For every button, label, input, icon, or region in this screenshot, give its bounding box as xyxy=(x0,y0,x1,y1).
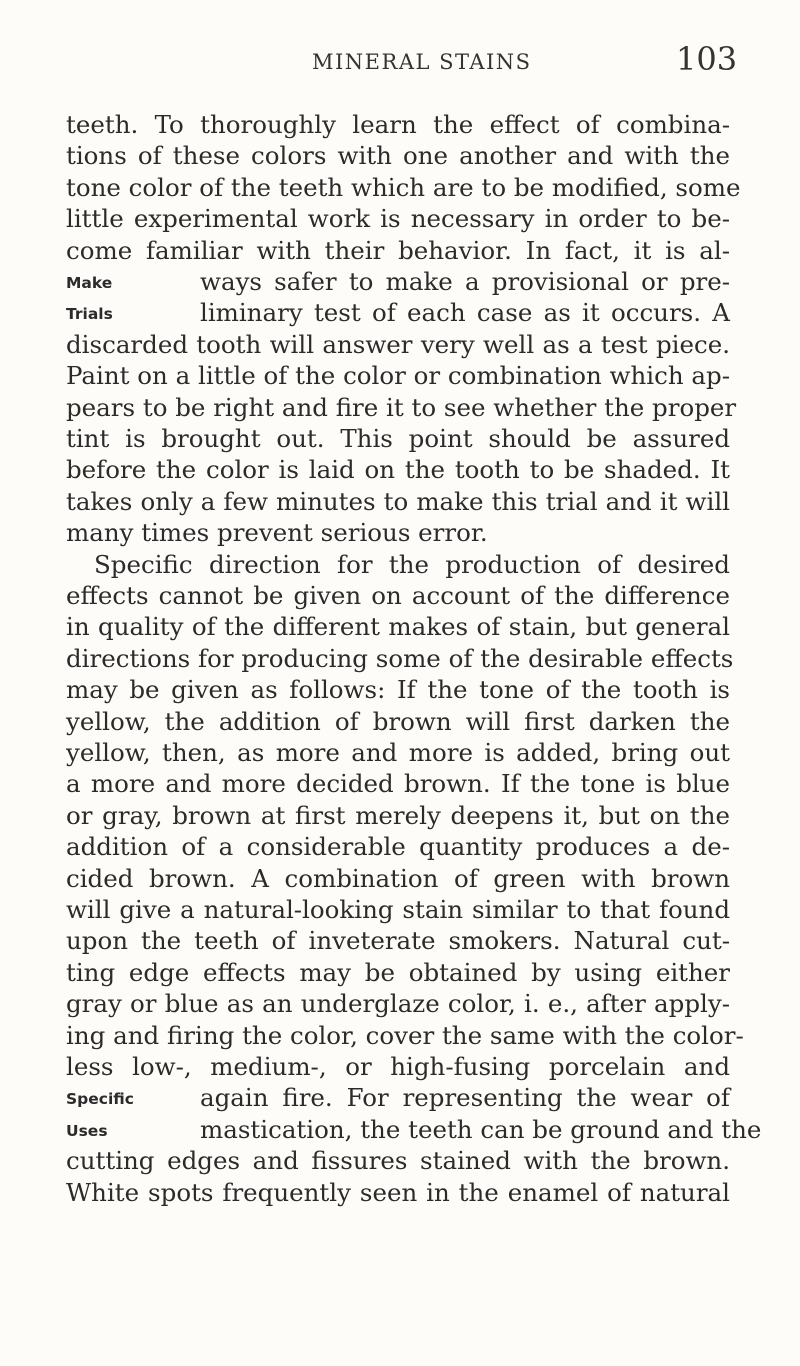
text-line: pears to be right and fire it to see whether the proper xyxy=(66,392,737,422)
text-line: cutting edges and fissures stained with the brown. xyxy=(66,1146,730,1176)
text-line: gray or blue as an underglaze color, i. e., after apply- xyxy=(66,989,730,1019)
text-line: addition of a considerable quantity produces a de- xyxy=(66,832,730,862)
text-line: ting edge effects may be obtained by using either xyxy=(66,957,730,987)
text-line: directions for producing some of the desirable effects xyxy=(66,643,734,673)
text-line: a more and more decided brown. If the tone is blue xyxy=(66,769,730,799)
text-line: teeth. To thoroughly learn the effect of combina- xyxy=(66,110,730,139)
text-line: yellow, the addition of brown will first darken the xyxy=(66,706,730,736)
text-line: ways safer to make a provisional or pre- xyxy=(200,267,730,296)
text-line: again fire. For representing the wear of xyxy=(200,1083,730,1113)
text-line: yellow, then, as more and more is added, bring out xyxy=(66,738,730,767)
text-line: will give a natural-looking stain similar to that found xyxy=(66,895,730,924)
text-line: many times prevent serious error. xyxy=(66,518,488,548)
text-line: upon the teeth of inveterate smokers. Natural cut- xyxy=(66,926,730,956)
text-line: less low-, medium-, or high-fusing porcelain and xyxy=(66,1052,730,1081)
margin-note: Uses xyxy=(66,1121,108,1140)
text-line: may be given as follows: If the tone of the tooth is xyxy=(66,675,730,705)
text-line: ing and firing the color, cover the same with the color- xyxy=(66,1020,744,1050)
margin-note: Specific xyxy=(66,1090,134,1109)
margin-note: Make xyxy=(66,274,113,292)
text-line: Specific direction for the production of desired xyxy=(94,549,730,579)
text-line: cided brown. A combination of green with brown xyxy=(66,863,730,893)
text-line: tions of these colors with one another and with the xyxy=(66,141,730,171)
text-line: discarded tooth will answer very well as a test piece. xyxy=(66,329,730,359)
text-line: liminary test of each case as it occurs. A xyxy=(200,298,730,328)
running-head: MINERAL STAINS xyxy=(312,50,532,74)
text-line: tone color of the teeth which are to be modified, some xyxy=(66,172,741,202)
text-line: effects cannot be given on account of the difference xyxy=(66,581,730,610)
text-line: White spots frequently seen in the enamel of natural xyxy=(66,1177,730,1207)
text-line: before the color is laid on the tooth to be shaded. It xyxy=(66,455,730,485)
margin-note: Trials xyxy=(66,305,113,324)
text-line: little experimental work is necessary in order to be- xyxy=(66,204,730,234)
text-line: come familiar with their behavior. In fact, it is al- xyxy=(66,235,730,265)
text-line: or gray, brown at first merely deepens it, but on the xyxy=(66,800,730,830)
page-number: 103 xyxy=(676,40,738,78)
text-line: Paint on a little of the color or combination which ap- xyxy=(66,361,730,391)
text-line: in quality of the different makes of stain, but general xyxy=(66,612,730,642)
text-line: tint is brought out. This point should be assured xyxy=(66,424,730,453)
text-line: mastication, the teeth can be ground and the xyxy=(200,1114,762,1144)
text-line: takes only a few minutes to make this trial and it will xyxy=(66,486,730,516)
